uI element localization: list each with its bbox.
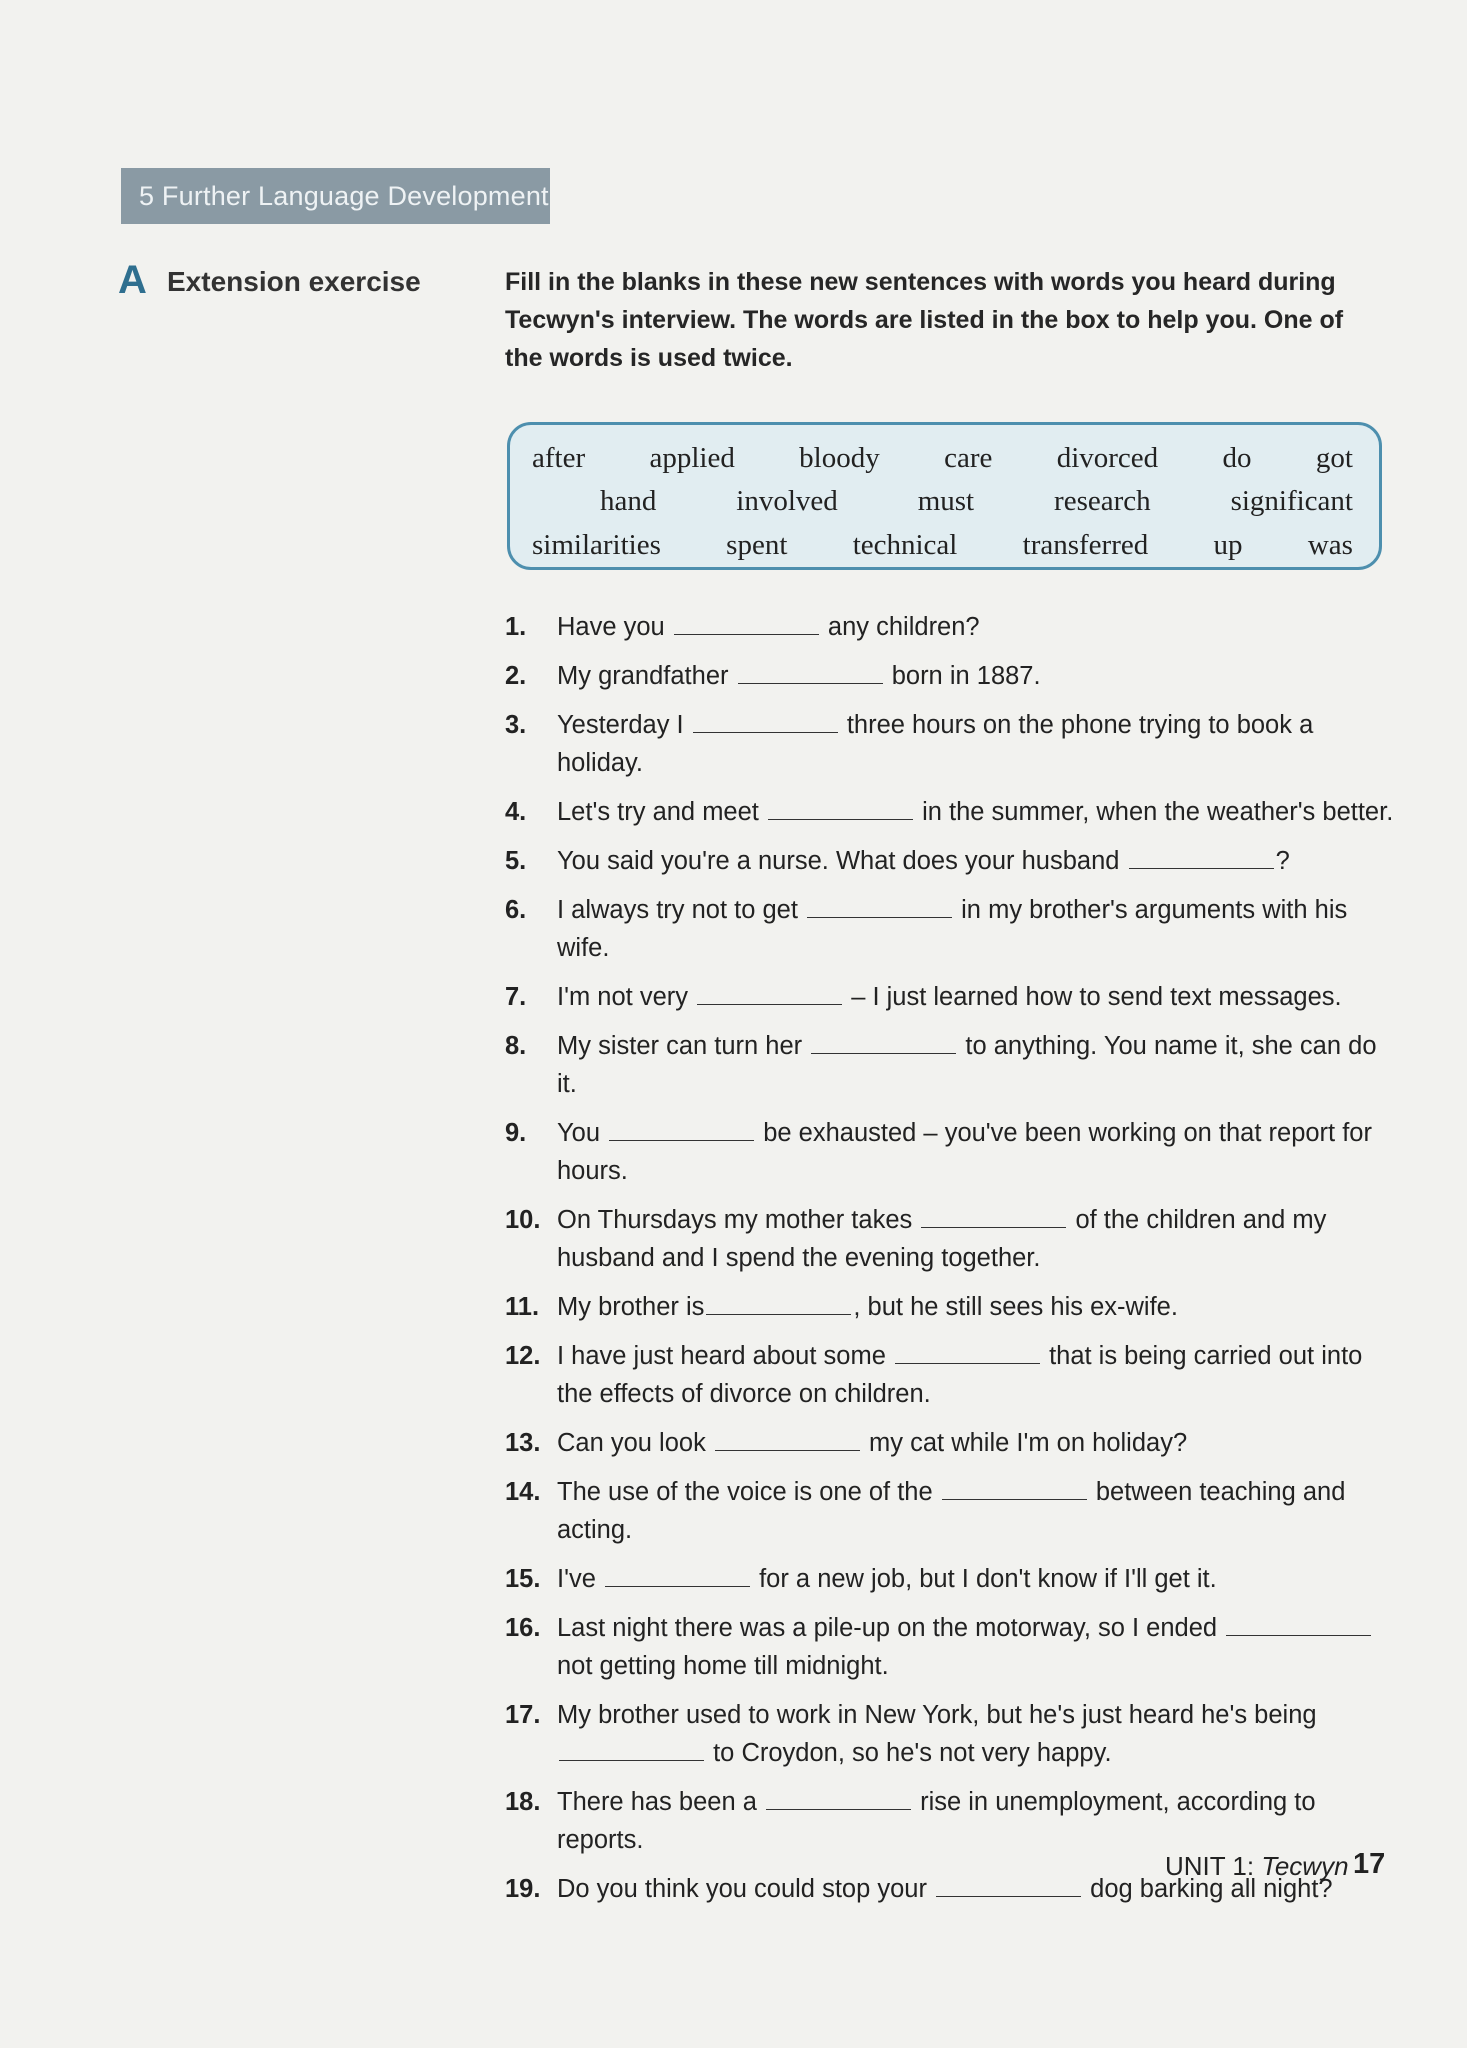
word: care (944, 442, 993, 474)
item-number: 16. (505, 1614, 541, 1642)
answer-blank[interactable] (738, 659, 883, 684)
answer-blank[interactable] (766, 1785, 911, 1810)
word: divorced (1056, 442, 1159, 474)
item-text-after: of the children and my husband and I spend the evening together. (557, 1206, 1327, 1272)
exercise-item (505, 1288, 1395, 1326)
exercise-instructions: Fill in the blanks in these new sentences with words you heard during Tecwyn's interview. The words are listed in the box to help you. One of the words is used twice. (505, 268, 1344, 372)
word-box (507, 422, 1382, 570)
exercise-item (505, 1696, 1395, 1772)
word-box-row-2 (600, 481, 1353, 521)
item-text-before: The use of the voice is one of the (557, 1478, 933, 1506)
section-banner: 5 Further Language Development (121, 168, 550, 224)
item-text-before: Last night there was a pile-up on the motorway, so I ended (557, 1614, 1218, 1642)
item-text-after: – I just learned how to send text messages. (851, 983, 1342, 1011)
answer-blank[interactable] (609, 1116, 754, 1141)
answer-blank[interactable] (697, 980, 842, 1005)
answer-blank[interactable] (605, 1562, 750, 1587)
word: technical (852, 529, 958, 561)
word: hand (600, 485, 657, 517)
item-text-after: to Croydon, so he's not very happy. (713, 1739, 1112, 1767)
word: do (1222, 442, 1252, 474)
exercise-title: Extension exercise (167, 266, 421, 297)
item-number: 4. (505, 798, 527, 826)
word: transferred (1022, 529, 1149, 561)
word: applied (649, 442, 735, 474)
item-number: 13. (505, 1429, 541, 1457)
word: got (1315, 442, 1353, 474)
answer-blank[interactable] (942, 1475, 1087, 1500)
footer-unit (1165, 1846, 1349, 1886)
answer-blank[interactable] (693, 708, 838, 733)
exercise-item (505, 978, 1395, 1016)
item-number: 12. (505, 1342, 541, 1370)
item-text-after: between teaching and acting. (557, 1478, 1346, 1544)
word: research (1054, 485, 1151, 517)
item-text-before: You said you're a nurse. What does your husband (557, 847, 1120, 875)
exercise-item (505, 1473, 1395, 1549)
item-number: 2. (505, 662, 527, 690)
item-number: 19. (505, 1875, 541, 1903)
item-text-before: Let's try and meet (557, 798, 759, 826)
exercise-item (505, 657, 1395, 695)
item-text-before: Yesterday I (557, 711, 684, 739)
item-text-after: that is being carried out into the effects of divorce on children. (557, 1342, 1363, 1408)
word: was (1307, 529, 1353, 561)
item-text-before: Have you (557, 613, 665, 641)
word: involved (736, 485, 838, 517)
item-text-before: On Thursdays my mother takes (557, 1206, 913, 1234)
item-text-before: I always try not to get (557, 896, 798, 924)
item-text-before: I'm not very (557, 983, 688, 1011)
word: similarities (532, 529, 661, 561)
page-number: 17 (1353, 1848, 1386, 1880)
word: must (917, 485, 975, 517)
item-number: 1. (505, 613, 527, 641)
item-text-after: born in 1887. (891, 662, 1041, 690)
exercise-letter: A (118, 258, 147, 302)
exercise-item (505, 891, 1395, 967)
item-number: 10. (505, 1206, 541, 1234)
item-text-after: dog barking all night? (1090, 1875, 1333, 1903)
answer-blank[interactable] (768, 795, 913, 820)
exercise-item (505, 1609, 1395, 1685)
item-number: 8. (505, 1032, 527, 1060)
item-text-after: my cat while I'm on holiday? (869, 1429, 1188, 1457)
item-text-after: to anything. You name it, she can do it. (557, 1032, 1377, 1098)
item-text-before: My sister can turn her (557, 1032, 803, 1060)
item-text-after: in the summer, when the weather's better. (922, 798, 1394, 826)
exercise-item (505, 1027, 1395, 1103)
item-number: 7. (505, 983, 527, 1011)
item-number: 18. (505, 1788, 541, 1816)
item-number: 6. (505, 896, 527, 924)
item-text-after: not getting home till midnight. (557, 1652, 889, 1680)
item-text-before: My brother is (557, 1293, 705, 1321)
item-text-before: Can you look (557, 1429, 706, 1457)
item-text-before: There has been a (557, 1788, 757, 1816)
word: after (532, 442, 586, 474)
item-text-before: Do you think you could stop your (557, 1875, 927, 1903)
exercise-item (505, 842, 1395, 880)
answer-blank[interactable] (1129, 844, 1274, 869)
item-text-after: any children? (827, 613, 980, 641)
answer-blank[interactable] (811, 1029, 956, 1054)
answer-blank[interactable] (895, 1339, 1040, 1364)
footer-unit-name: Tecwyn (1261, 1851, 1349, 1881)
item-number: 3. (505, 711, 527, 739)
word-box-row-3 (532, 525, 1353, 565)
exercise-item (505, 706, 1395, 782)
answer-blank[interactable] (936, 1872, 1081, 1897)
word: bloody (799, 442, 880, 474)
answer-blank[interactable] (559, 1736, 704, 1761)
exercise-item (505, 1560, 1395, 1598)
item-number: 14. (505, 1478, 541, 1506)
item-number: 15. (505, 1565, 541, 1593)
item-text-after: for a new job, but I don't know if I'll get it. (759, 1565, 1217, 1593)
item-number: 5. (505, 847, 527, 875)
word-box-row-1 (532, 438, 1353, 478)
exercise-item (505, 608, 1395, 646)
exercise-items (505, 608, 1395, 1919)
item-text-after: rise in unemployment, according to reports. (557, 1788, 1316, 1854)
word: up (1213, 529, 1243, 561)
item-text-before: My grandfather (557, 662, 729, 690)
answer-blank[interactable] (674, 610, 819, 635)
item-number: 17. (505, 1701, 541, 1729)
item-text-before: You (557, 1119, 601, 1147)
item-text-before: My brother used to work in New York, but he's just heard he's being (557, 1701, 1317, 1729)
answer-blank[interactable] (715, 1426, 860, 1451)
item-number: 11. (505, 1293, 540, 1321)
answer-blank[interactable] (706, 1290, 851, 1315)
item-text-before: I have just heard about some (557, 1342, 886, 1370)
item-number: 9. (505, 1119, 527, 1147)
item-text-after: be exhausted – you've been working on that report for hours. (557, 1119, 1372, 1185)
item-text-after: , but he still sees his ex-wife. (853, 1293, 1178, 1321)
exercise-item (505, 1424, 1395, 1462)
item-text-before: I've (557, 1565, 596, 1593)
item-text-after: three hours on the phone trying to book a holiday. (557, 711, 1314, 777)
exercise-item (505, 1337, 1395, 1413)
exercise-item (505, 793, 1395, 831)
footer-unit-label: UNIT 1: (1165, 1851, 1255, 1881)
answer-blank[interactable] (807, 893, 952, 918)
word: spent (726, 529, 788, 561)
answer-blank[interactable] (1226, 1611, 1371, 1636)
item-text-after: in my brother's arguments with his wife. (557, 896, 1348, 962)
word: significant (1230, 485, 1353, 517)
exercise-item (505, 1201, 1395, 1277)
item-text-after: ? (1275, 847, 1290, 875)
answer-blank[interactable] (921, 1203, 1066, 1228)
exercise-item (505, 1114, 1395, 1190)
